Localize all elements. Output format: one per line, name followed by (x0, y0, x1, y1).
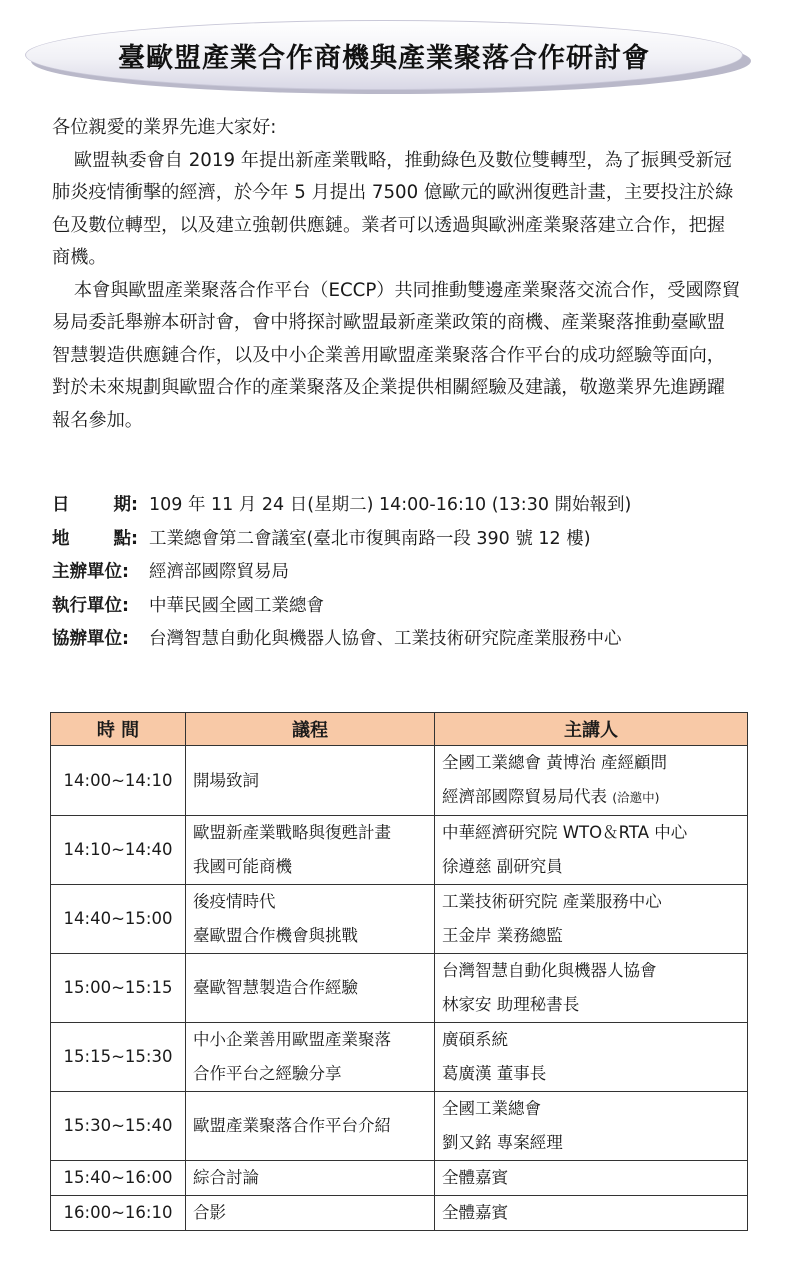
agenda-speaker-line: 全國工業總會 (442, 1099, 541, 1118)
agenda-topic-line: 歐盟新產業戰略與復甦計畫 (193, 823, 391, 842)
intro-paragraph-1: 歐盟執委會自 2019 年提出新產業戰略，推動綠色及數位雙轉型，為了振興受新冠肺炎疫情衝擊的經濟，於今年 5 月提出 7500 億歐元的歐洲復甦計畫，主要投注於綠色及數位轉型，以及建立強韌供應鏈。業者可以透過與歐洲產業聚落建立合作，把握商機。 (52, 149, 734, 268)
agenda-topic (186, 746, 435, 816)
agenda-time: 14:00~14:10 (51, 746, 186, 816)
agenda-speaker-line: 徐遵慈 副研究員 (442, 857, 563, 876)
agenda-time: 14:10~14:40 (51, 816, 186, 885)
agenda-time: 15:15~15:30 (51, 1023, 186, 1092)
table-row (51, 885, 748, 954)
agenda-speaker-line: 台灣智慧自動化與機器人協會 (442, 961, 657, 980)
info-venue (52, 521, 752, 555)
agenda-speaker-line: 全國工業總會 黃博治 產經顧問 (442, 753, 667, 772)
agenda-time: 15:30~15:40 (51, 1092, 186, 1161)
info-venue-label (52, 525, 138, 550)
agenda-speaker: 全體嘉賓 (435, 1161, 748, 1196)
agenda-topic: 綜合討論 (186, 1161, 435, 1196)
info-venue-label-b: 點: (113, 528, 138, 549)
agenda-speaker-line: 工業技術研究院 產業服務中心 (442, 892, 662, 911)
info-co-organizer-value: 台灣智慧自動化與機器人協會、工業技術研究院產業服務中心 (149, 629, 622, 650)
intro-text (52, 112, 742, 437)
agenda-speaker-text: 經濟部國際貿易局代表 (442, 787, 607, 806)
table-row (51, 816, 748, 885)
agenda-speaker-line: 劉又銘 專案經理 (442, 1133, 563, 1152)
agenda-speaker-line: 中華經濟研究院 WTO＆RTA 中心 (442, 823, 688, 842)
agenda-topic (186, 816, 435, 885)
info-executor-value: 中華民國全國工業總會 (149, 595, 324, 616)
agenda-topic (186, 885, 435, 954)
info-date-label-a: 日 (52, 495, 70, 516)
agenda-time: 14:40~15:00 (51, 885, 186, 954)
agenda-time: 16:00~16:10 (51, 1196, 186, 1231)
info-executor (52, 588, 752, 622)
info-venue-value: 工業總會第二會議室(臺北市復興南路一段 390 號 12 樓) (149, 528, 591, 549)
agenda-header-topic: 議程 (186, 713, 435, 746)
table-row (51, 1023, 748, 1092)
info-co-organizer (52, 621, 752, 655)
agenda-topic (186, 1092, 435, 1161)
table-row (51, 954, 748, 1023)
title-banner (25, 18, 753, 98)
agenda-topic-line: 臺歐智慧製造合作經驗 (193, 978, 358, 997)
agenda-topic (186, 1023, 435, 1092)
agenda-topic: 合影 (186, 1196, 435, 1231)
table-row (51, 746, 748, 816)
agenda-topic-line: 歐盟產業聚落合作平台介紹 (193, 1116, 391, 1135)
info-organizer-label: 主辦單位: (52, 562, 129, 583)
info-organizer (52, 554, 752, 588)
agenda-speaker: 全體嘉賓 (435, 1196, 748, 1231)
info-organizer-value: 經濟部國際貿易局 (149, 562, 289, 583)
agenda-speaker-line: 林家安 助理秘書長 (442, 995, 580, 1014)
agenda-speaker-line (442, 780, 740, 815)
agenda-speaker (435, 885, 748, 954)
info-date-label-b: 期: (113, 495, 138, 516)
agenda-header-time: 時 間 (51, 713, 186, 746)
agenda-topic-line: 後疫情時代 (193, 892, 276, 911)
agenda-speaker (435, 1023, 748, 1092)
page-title: 臺歐盟產業合作商機與產業聚落合作研討會 (118, 42, 650, 74)
agenda-topic-line: 臺歐盟合作機會與挑戰 (193, 926, 358, 945)
info-executor-label: 執行單位: (52, 595, 129, 616)
agenda-header-row (51, 713, 748, 746)
event-info (52, 487, 752, 655)
agenda-speaker-line: 葛廣漢 董事長 (442, 1064, 547, 1083)
agenda-speaker (435, 746, 748, 816)
banner-ellipse (25, 20, 743, 90)
table-row (51, 1161, 748, 1196)
intro-paragraph-2: 本會與歐盟產業聚落合作平台（ECCP）共同推動雙邊產業聚落交流合作，受國際貿易局委託舉辦本研討會，會中將探討歐盟最新產業政策的商機、產業聚落推動臺歐盟智慧製造供應鏈合作，以及中小企業善用歐盟產業聚落合作平台的成功經驗等面向，對於未來規劃與歐盟合作的產業聚落及企業提供相關經驗及建議，敬邀業界先進踴躍報名參加。 (52, 279, 741, 431)
agenda-topic-line: 中小企業善用歐盟產業聚落 (193, 1030, 391, 1049)
agenda-speaker-line: 王金岸 業務總監 (442, 926, 563, 945)
table-row (51, 1092, 748, 1161)
info-date (52, 487, 752, 521)
agenda-speaker (435, 954, 748, 1023)
info-co-organizer-label: 協辦單位: (52, 629, 129, 650)
agenda-topic-line: 我國可能商機 (193, 857, 292, 876)
agenda-topic-line: 開場致詞 (193, 770, 259, 790)
info-venue-label-a: 地 (52, 528, 70, 549)
agenda-header-speaker: 主講人 (435, 713, 748, 746)
agenda-table (50, 712, 748, 1231)
info-date-value: 109 年 11 月 24 日(星期二) 14:00-16:10 (13:30 開始報到) (149, 495, 632, 516)
agenda-speaker (435, 1092, 748, 1161)
agenda-topic-line: 合作平台之經驗分享 (193, 1064, 342, 1083)
greeting: 各位親愛的業界先進大家好: (52, 117, 277, 138)
table-row (51, 1196, 748, 1231)
info-date-label (52, 491, 138, 516)
agenda-time: 15:00~15:15 (51, 954, 186, 1023)
speaker-note: (洽邀中) (612, 790, 660, 805)
agenda-speaker-line: 廣碩系統 (442, 1030, 508, 1049)
agenda-speaker (435, 816, 748, 885)
agenda-topic (186, 954, 435, 1023)
agenda-time: 15:40~16:00 (51, 1161, 186, 1196)
